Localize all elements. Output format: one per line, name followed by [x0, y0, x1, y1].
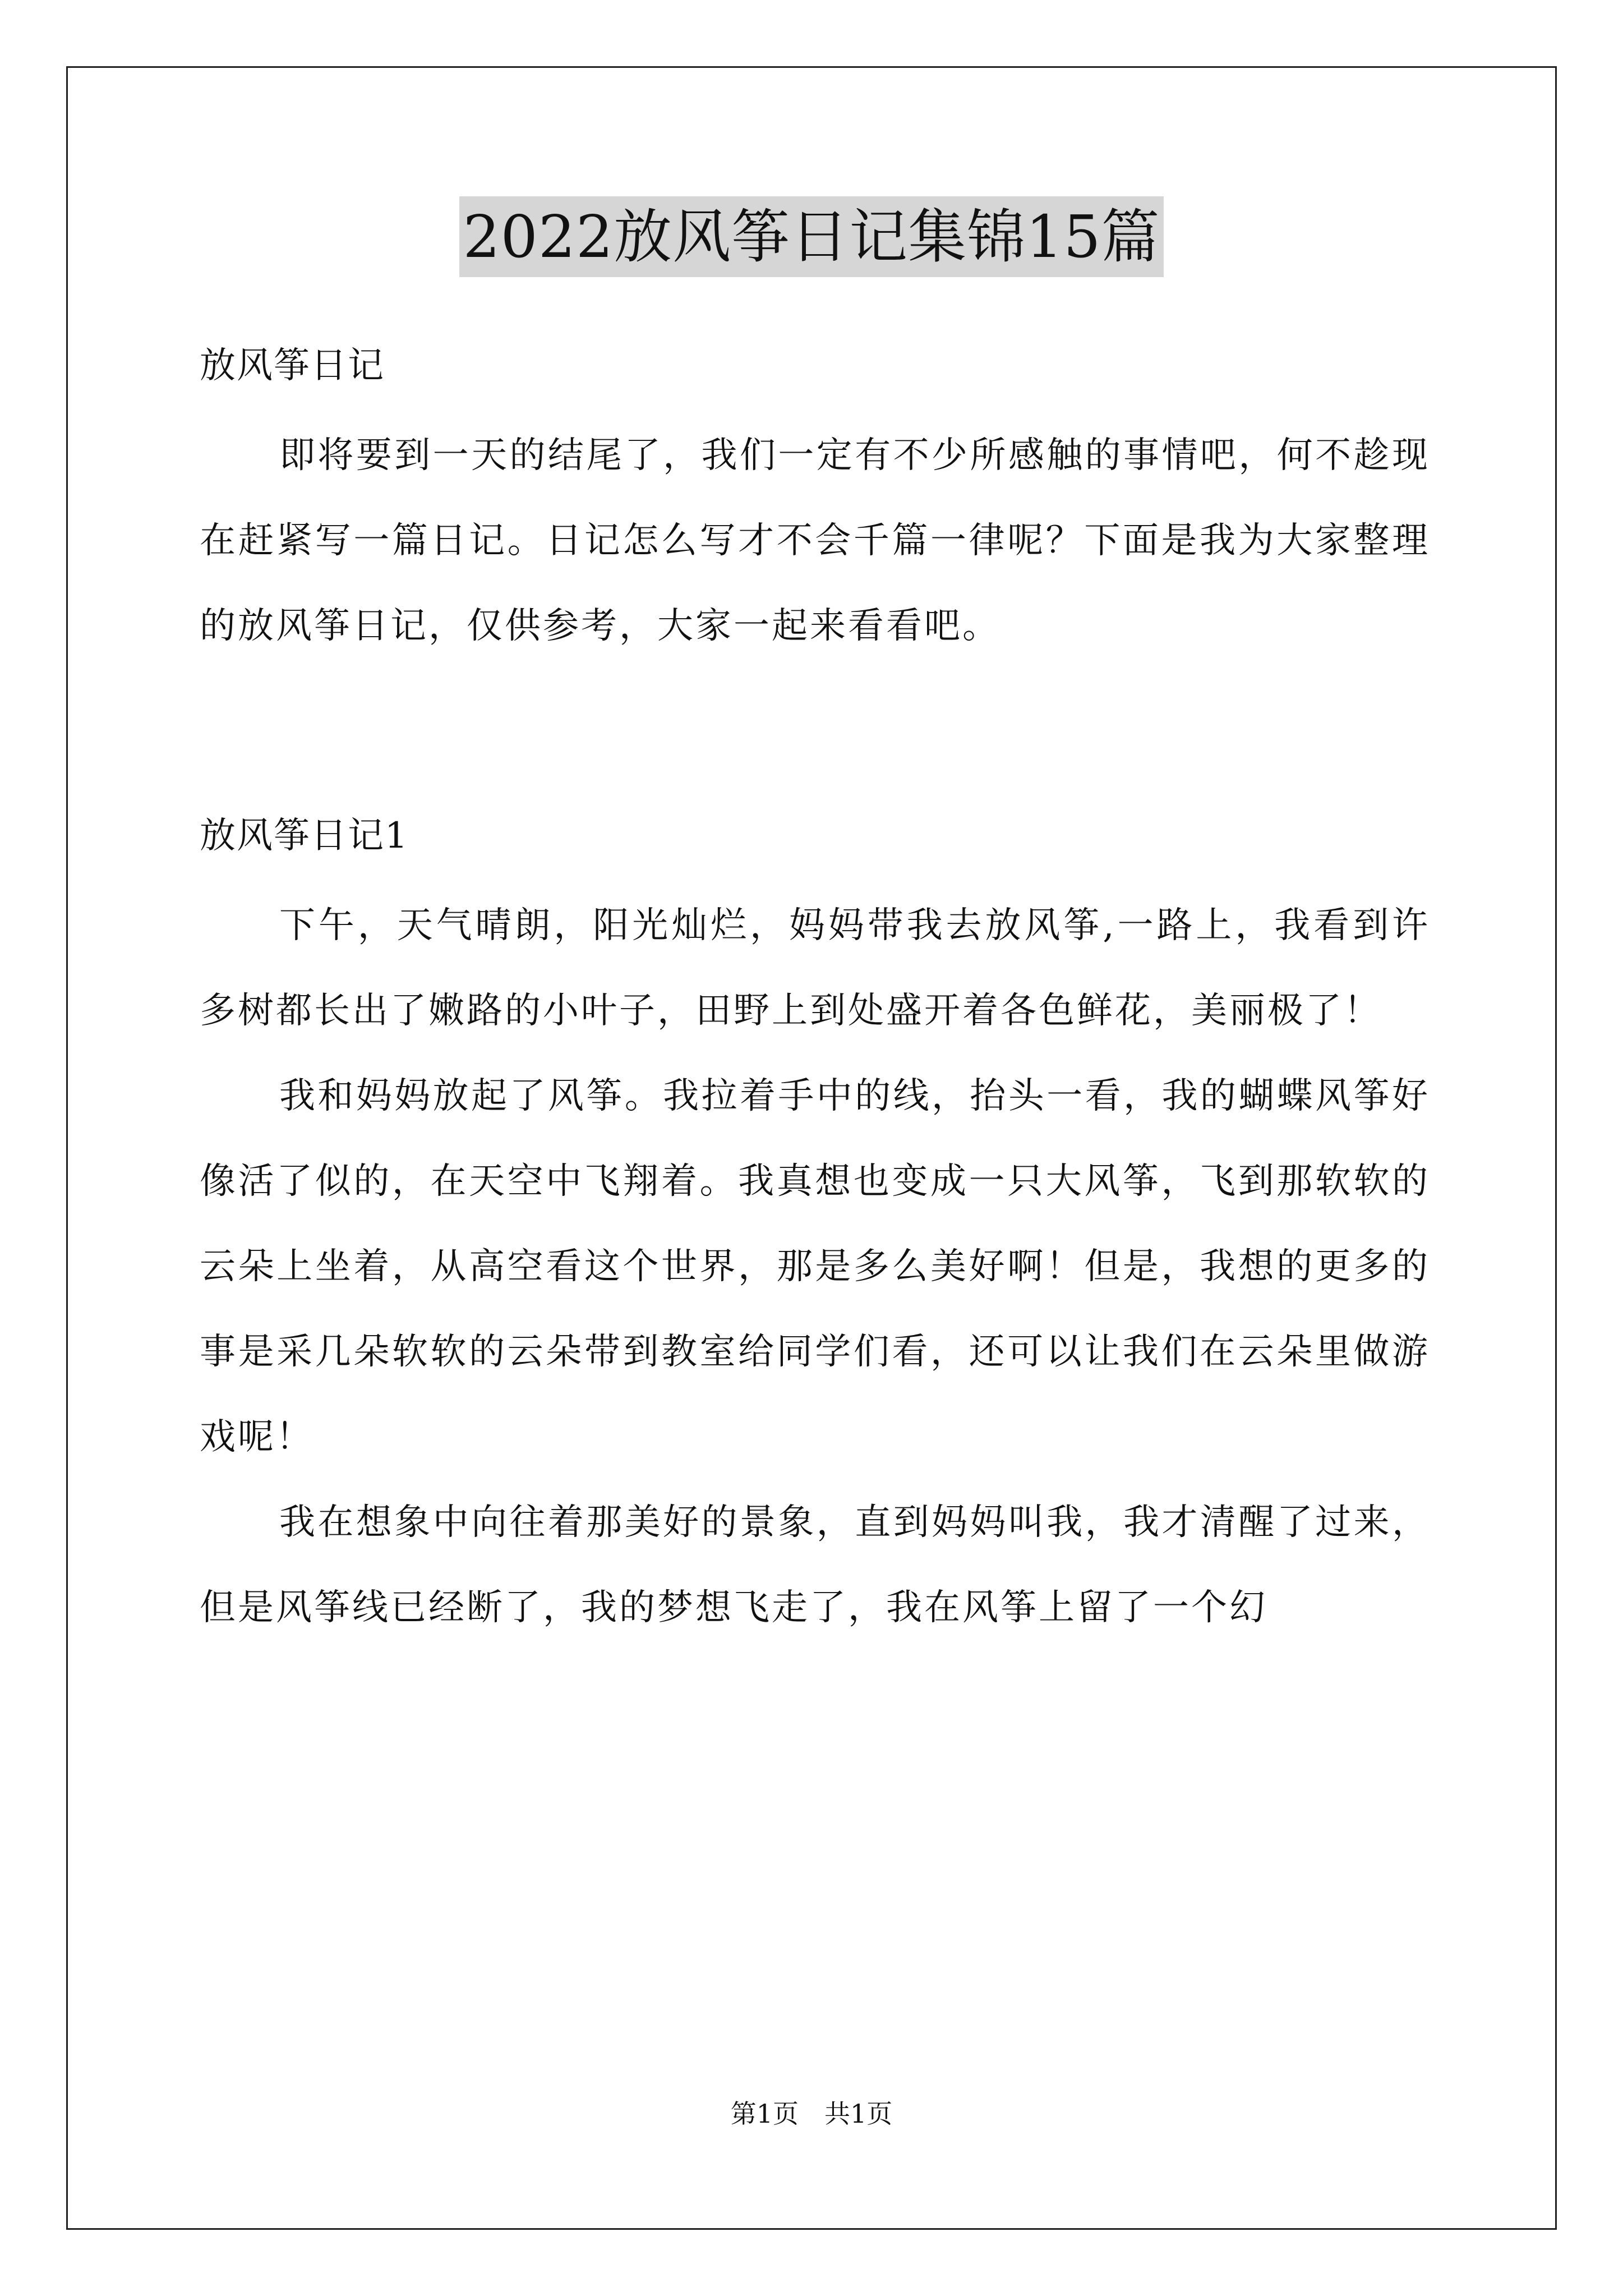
- intro-heading: 放风筝日记: [200, 345, 385, 386]
- title-wrap: [0, 196, 1623, 277]
- section1-paragraph-3: 我在想象中向往着那美好的景象，直到妈妈叫我，我才清醒了过来，但是风筝线已经断了，我的梦想飞走了，我在风筝上留了一个幻: [200, 1502, 1430, 1628]
- intro-paragraph: 即将要到一天的结尾了，我们一定有不少所感触的事情吧，何不趁现在赶紧写一篇日记。日记怎么写才不会千篇一律呢？下面是我为大家整理的放风筝日记，仅供参考，大家一起来看看吧。: [200, 435, 1430, 647]
- section1-heading: 放风筝日记1: [200, 815, 409, 857]
- document-body: [200, 339, 1430, 1650]
- section1-paragraph-2: 我和妈妈放起了风筝。我拉着手中的线，抬头一看，我的蝴蝶风筝好像活了似的，在天空中飞翔着。我真想也变成一只大风筝，飞到那软软的云朵上坐着，从高空看这个世界，那是多么美好啊！但是，我想的更多的事是采几朵软软的云朵带到教室给同学们看，还可以让我们在云朵里做游戏呢！: [200, 1075, 1430, 1458]
- page-footer: 第1页 共1页: [730, 2099, 893, 2129]
- document-title: 2022放风筝日记集锦15篇: [459, 196, 1163, 277]
- section1-paragraph-1: 下午，天气晴朗，阳光灿烂，妈妈带我去放风筝,一路上，我看到许多树都长出了嫩路的小叶子，田野上到处盛开着各色鲜花，美丽极了！: [200, 905, 1430, 1032]
